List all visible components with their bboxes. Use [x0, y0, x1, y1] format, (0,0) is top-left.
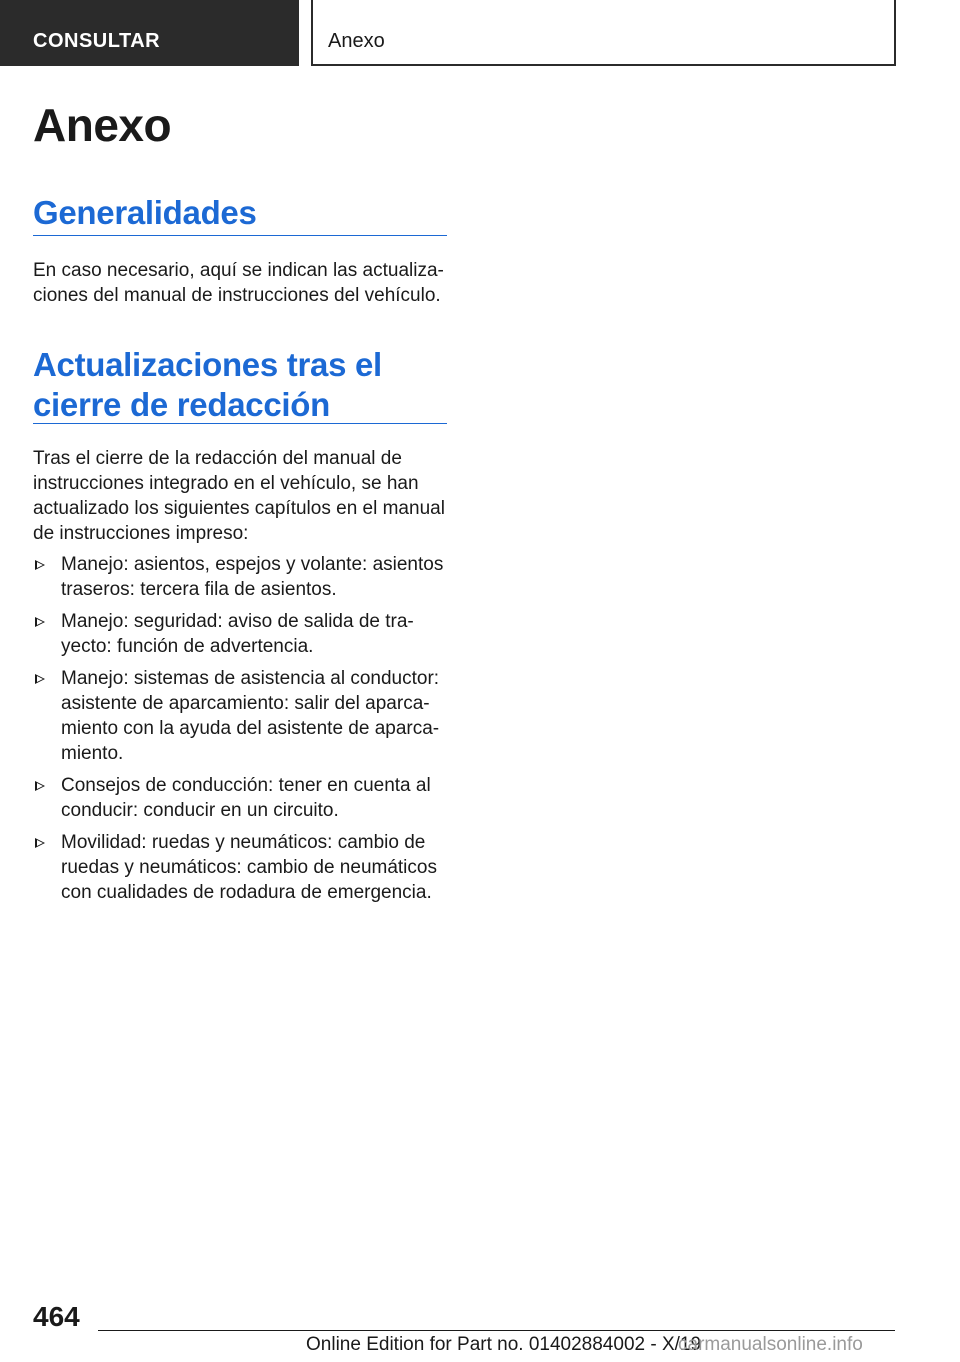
header-chapter-label: Anexo — [328, 30, 385, 52]
page-number: 464 — [33, 1301, 80, 1332]
section-paragraph: En caso necesario, aquí se indican las actualiza-ciones del manual de instrucciones del vehículo. — [33, 260, 444, 306]
footer-rule — [98, 1330, 895, 1331]
section-title-generalidades: Generalidades — [33, 194, 257, 231]
update-list — [33, 552, 447, 912]
list-item-text: Manejo: seguridad: aviso de salida de tra-yecto: función de advertencia. — [61, 611, 414, 657]
list-item-text: Manejo: sistemas de asistencia al conductor: asistente de aparcamiento: salir del aparca-miento con la ayuda del asistente de aparca-miento. — [61, 668, 440, 764]
section-rule — [33, 423, 447, 424]
chapter-title: Anexo — [33, 99, 172, 151]
footer-edition-text: Online Edition for Part no. 01402884002 - X/19 — [306, 1334, 702, 1355]
footer-watermark: carmanualsonline.info — [678, 1334, 863, 1355]
triangle-bullet-icon — [35, 838, 45, 848]
section-title-actualizaciones: Actualizaciones tras el cierre de redacción — [33, 346, 382, 423]
triangle-bullet-icon — [35, 560, 45, 570]
section-rule — [33, 235, 447, 236]
list-item — [33, 666, 447, 766]
header-chapter-box — [311, 0, 896, 66]
triangle-bullet-icon — [35, 617, 45, 627]
triangle-bullet-icon — [35, 781, 45, 791]
section-paragraph: Tras el cierre de la redacción del manual de instrucciones integrado en el vehículo, se han actualizado los siguientes capítulos en el manual de instrucciones impreso: — [33, 448, 445, 544]
list-item — [33, 552, 447, 602]
list-item — [33, 609, 447, 659]
list-item — [33, 773, 447, 823]
list-item-text: Manejo: asientos, espejos y volante: asientos traseros: tercera fila de asientos. — [61, 554, 444, 600]
list-item — [33, 830, 447, 905]
list-item-text: Consejos de conducción: tener en cuenta al conducir: conducir en un circuito. — [61, 775, 431, 821]
header-section-tab — [0, 0, 299, 66]
header-section-label: CONSULTAR — [33, 30, 161, 52]
triangle-bullet-icon — [35, 674, 45, 684]
list-item-text: Movilidad: ruedas y neumáticos: cambio de ruedas y neumáticos: cambio de neumáticos con cualidades de rodadura de emergencia. — [61, 832, 437, 903]
